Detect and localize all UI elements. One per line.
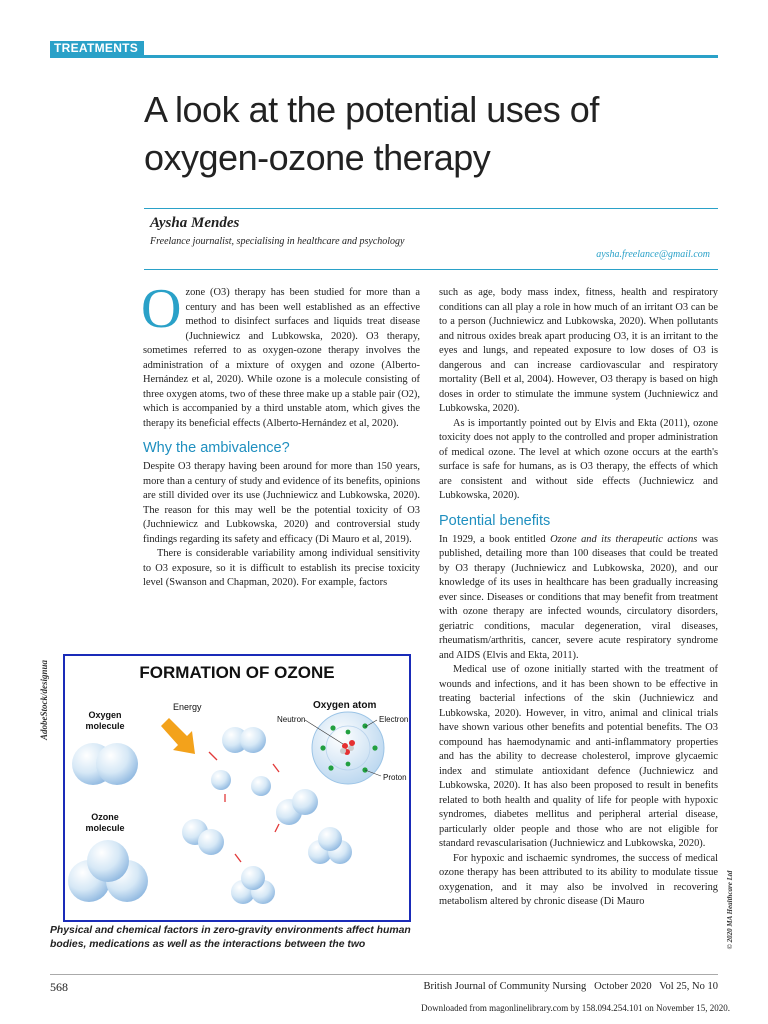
oxygen-molecule-label-2: molecule [85, 721, 125, 731]
intro-paragraph [141, 278, 420, 431]
right-column [439, 286, 718, 910]
footer-divider [50, 974, 718, 975]
heading-potential-benefits: Potential benefits [439, 512, 551, 529]
paragraph: Despite O3 therapy having been around for more than 150 years, more than a century of study and evidence of its benefits, opinions are still divided over its use (Juchniewicz and Lubkowska, 2020). The reason for this may well be the potential toxicity of O3 (Juchniewicz and Lubkowska, 2020) and controversial study findings regarding its safety and efficacy (Di Mauro et al, 2019). [143, 461, 420, 545]
ozone-molecule-icon [68, 840, 148, 902]
paragraph: As is importantly pointed out by Elvis and Ekta (2011), ozone toxicity does not apply to the controlled and proper administration of medical ozone. The level at which ozone occurs at the earth's surface is safe for humans, as is O3 therapy, the effects of which are consistent and without side effects (Juchniewicz and Lubkowska, 2020). [439, 417, 718, 501]
energy-arrow-icon [161, 718, 195, 754]
ozone-formation-figure [63, 654, 411, 922]
oxygen-pair-icon [276, 789, 318, 825]
oxygen-pair-icon [222, 727, 266, 753]
ozone-small-icon [231, 866, 275, 904]
text-run: In 1929, a book entitled [439, 533, 551, 545]
book-title: Ozone and its therapeutic actions [550, 533, 698, 545]
electron-label: Electron [379, 715, 409, 724]
text-run: was published, detailing more than 100 diseases that could be treated by O3 therapy (Juchniewicz and Lubkowska, 2020), and our knowledge of its uses in healthcare has been gradually increasing ever since. Diseases or conditions that may benefit from treatment with ozone therapy are infected wounds, circulatory disorders, geriatric conditions, macular degeneration, viral diseases, rheumatism/arthritis, cancer, severe acute respiratory syndrome and AIDS (Elvis and Ekta, 2011). [439, 533, 718, 661]
copyright-text: © 2020 MA Healthcare Ltd [726, 870, 734, 950]
oxygen-atom-diagram [305, 712, 384, 784]
split-atoms-icon [211, 770, 271, 796]
author-box [144, 208, 718, 270]
ozone-molecule-label-2: molecule [85, 823, 125, 833]
copyright-notice [724, 860, 736, 960]
section-header-bar [50, 41, 718, 58]
energy-label: Energy [173, 702, 202, 712]
ozone-small-icon [308, 827, 352, 864]
figure-title: FORMATION OF OZONE [139, 663, 335, 682]
oxygen-molecule-icon [72, 743, 138, 785]
drop-cap: O [141, 278, 182, 340]
left-column [141, 278, 420, 591]
image-credit [38, 650, 50, 750]
author-role: Freelance journalist, specialising in healthcare and psychology [150, 236, 405, 247]
heading-ambivalence: Why the ambivalence? [143, 440, 290, 456]
author-email[interactable]: aysha.freelance@gmail.com [596, 249, 710, 260]
neutron-label: Neutron [277, 715, 306, 724]
download-notice: Downloaded from magonlinelibrary.com by 158.094.254.101 on November 15, 2020. [421, 1003, 730, 1013]
paragraph: Medical use of ozone initially started with the treatment of wounds and infections, and it has been shown to be effective in treating bacterial infections of the skin (Juchniewicz and Lubkowska, 2020). However, in vitro, animal and clinical trials have shown various other benefits and potential benefits. The O3 compound has haemodynamic and anti-inflammatory properties and has the ability to decrease cholesterol, improve glycaemic index and stimulate antioxidant defence (Juchniewicz and Lubkowska, 2020). It has also been proposed to result in benefits related to both health and quality of life for people with hypoxic syndromes, diabetes mellitus and peripheral arterial disease, particularly older people and those who are not eligible for standard revascularisation (Juchniewicz and Lubkowska, 2020). [439, 664, 718, 849]
paragraph: such as age, body mass index, fitness, health and respiratory conditions can all play a role in how much of an irritant O3 can be to a person (Juchniewicz and Lubkowska, 2020). When pollutants and nitrous oxides break apart producing O3, it is an irritant to the eyes and lungs, and repeated exposure to low doses of O3 is dangerous and can increase cardiovascular and respiratory mortality (Bell et al, 2004). However, O3 therapy is based on high doses in order to stimulate the immune system (Juchniewicz and Lubkowska, 2020). [439, 287, 718, 414]
figure-illustration [65, 656, 409, 920]
paragraph [439, 533, 718, 664]
paragraph: There is considerable variability among individual sensitivity to O3 exposure, so it is difficult to establish its precise toxicity level (Swanson and Chapman, 2020). For example, factors [143, 548, 420, 588]
paragraph: For hypoxic and ischaemic syndromes, the success of medical ozone therapy has been attributed to its ability to modulate tissue oxygenation, and it may also be involved in recovering metabolism altered by chronic disease (Di Mauro [439, 852, 718, 907]
oxygen-molecule-label: Oxygen [88, 710, 122, 720]
oxygen-pair-icon [182, 819, 224, 855]
journal-citation: British Journal of Community Nursing October 2020 Vol 25, No 10 [423, 981, 718, 992]
page-number: 568 [50, 980, 68, 994]
section-tag: TREATMENTS [50, 41, 144, 55]
figure-caption: Physical and chemical factors in zero-gravity environments affect human bodies, medications as well as the interactions between the two [50, 925, 411, 950]
image-credit-text: AdobeStock/designua [39, 659, 49, 741]
article-title: A look at the potential uses of oxygen-ozone therapy [144, 89, 599, 178]
intro-text: zone (O3) therapy has been studied for more than a century and has been well established as an effective method to disinfect surfaces and liquids treat disease (Juchniewicz and Lubkowska, 2020). O3 therapy, sometimes referred to as oxygen-ozone therapy involves the administration of a mixture of oxygen and ozone (Alberto-Hernández et al, 2020). While ozone is a molecule consisting of three oxygen atoms, two of these three make up a stable pair (O2), which is accompanied by a third unstable atom, which gives the therapy its beneficial effects (Alberto-Hernández et al, 2020). [143, 287, 420, 429]
author-name: Aysha Mendes [150, 215, 240, 231]
proton-label: Proton [383, 773, 407, 782]
ozone-molecule-label: Ozone [91, 812, 119, 822]
oxygen-atom-label: Oxygen atom [313, 700, 377, 711]
